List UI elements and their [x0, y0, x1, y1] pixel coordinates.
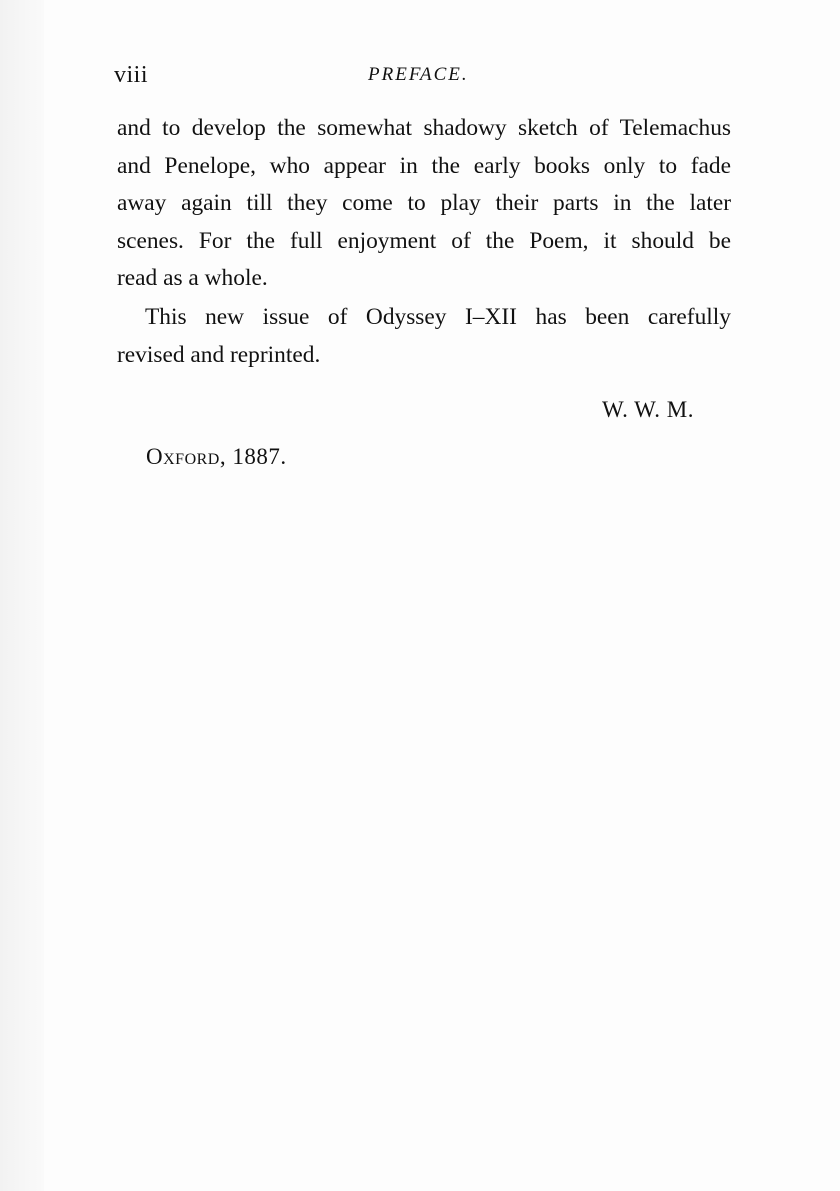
text-line: This new issue of Odyssey I–XII has been carefully	[145, 303, 731, 330]
running-head	[114, 62, 730, 92]
page-number: viii	[114, 62, 149, 88]
paragraph-2	[117, 299, 731, 374]
text-line: read as a whole.	[117, 265, 268, 292]
text-line: away again till they come to play their parts in the later	[117, 190, 731, 217]
text-line: and Penelope, who appear in the early books only to fade	[117, 152, 731, 179]
text-line: and to develop the somewhat shadowy sketch of Telemachus	[117, 115, 731, 141]
text-line: scenes. For the full enjoyment of the Poem, it should be	[117, 227, 731, 254]
running-title: PREFACE.	[368, 64, 469, 85]
text-line: revised and reprinted.	[117, 341, 321, 368]
place-date-line: Oxford, 1887.	[146, 444, 287, 469]
author-initials: W. W. M.	[602, 397, 694, 422]
page-margin-shadow	[0, 0, 44, 1191]
paragraph-1	[117, 110, 731, 298]
preface-body	[117, 110, 731, 374]
